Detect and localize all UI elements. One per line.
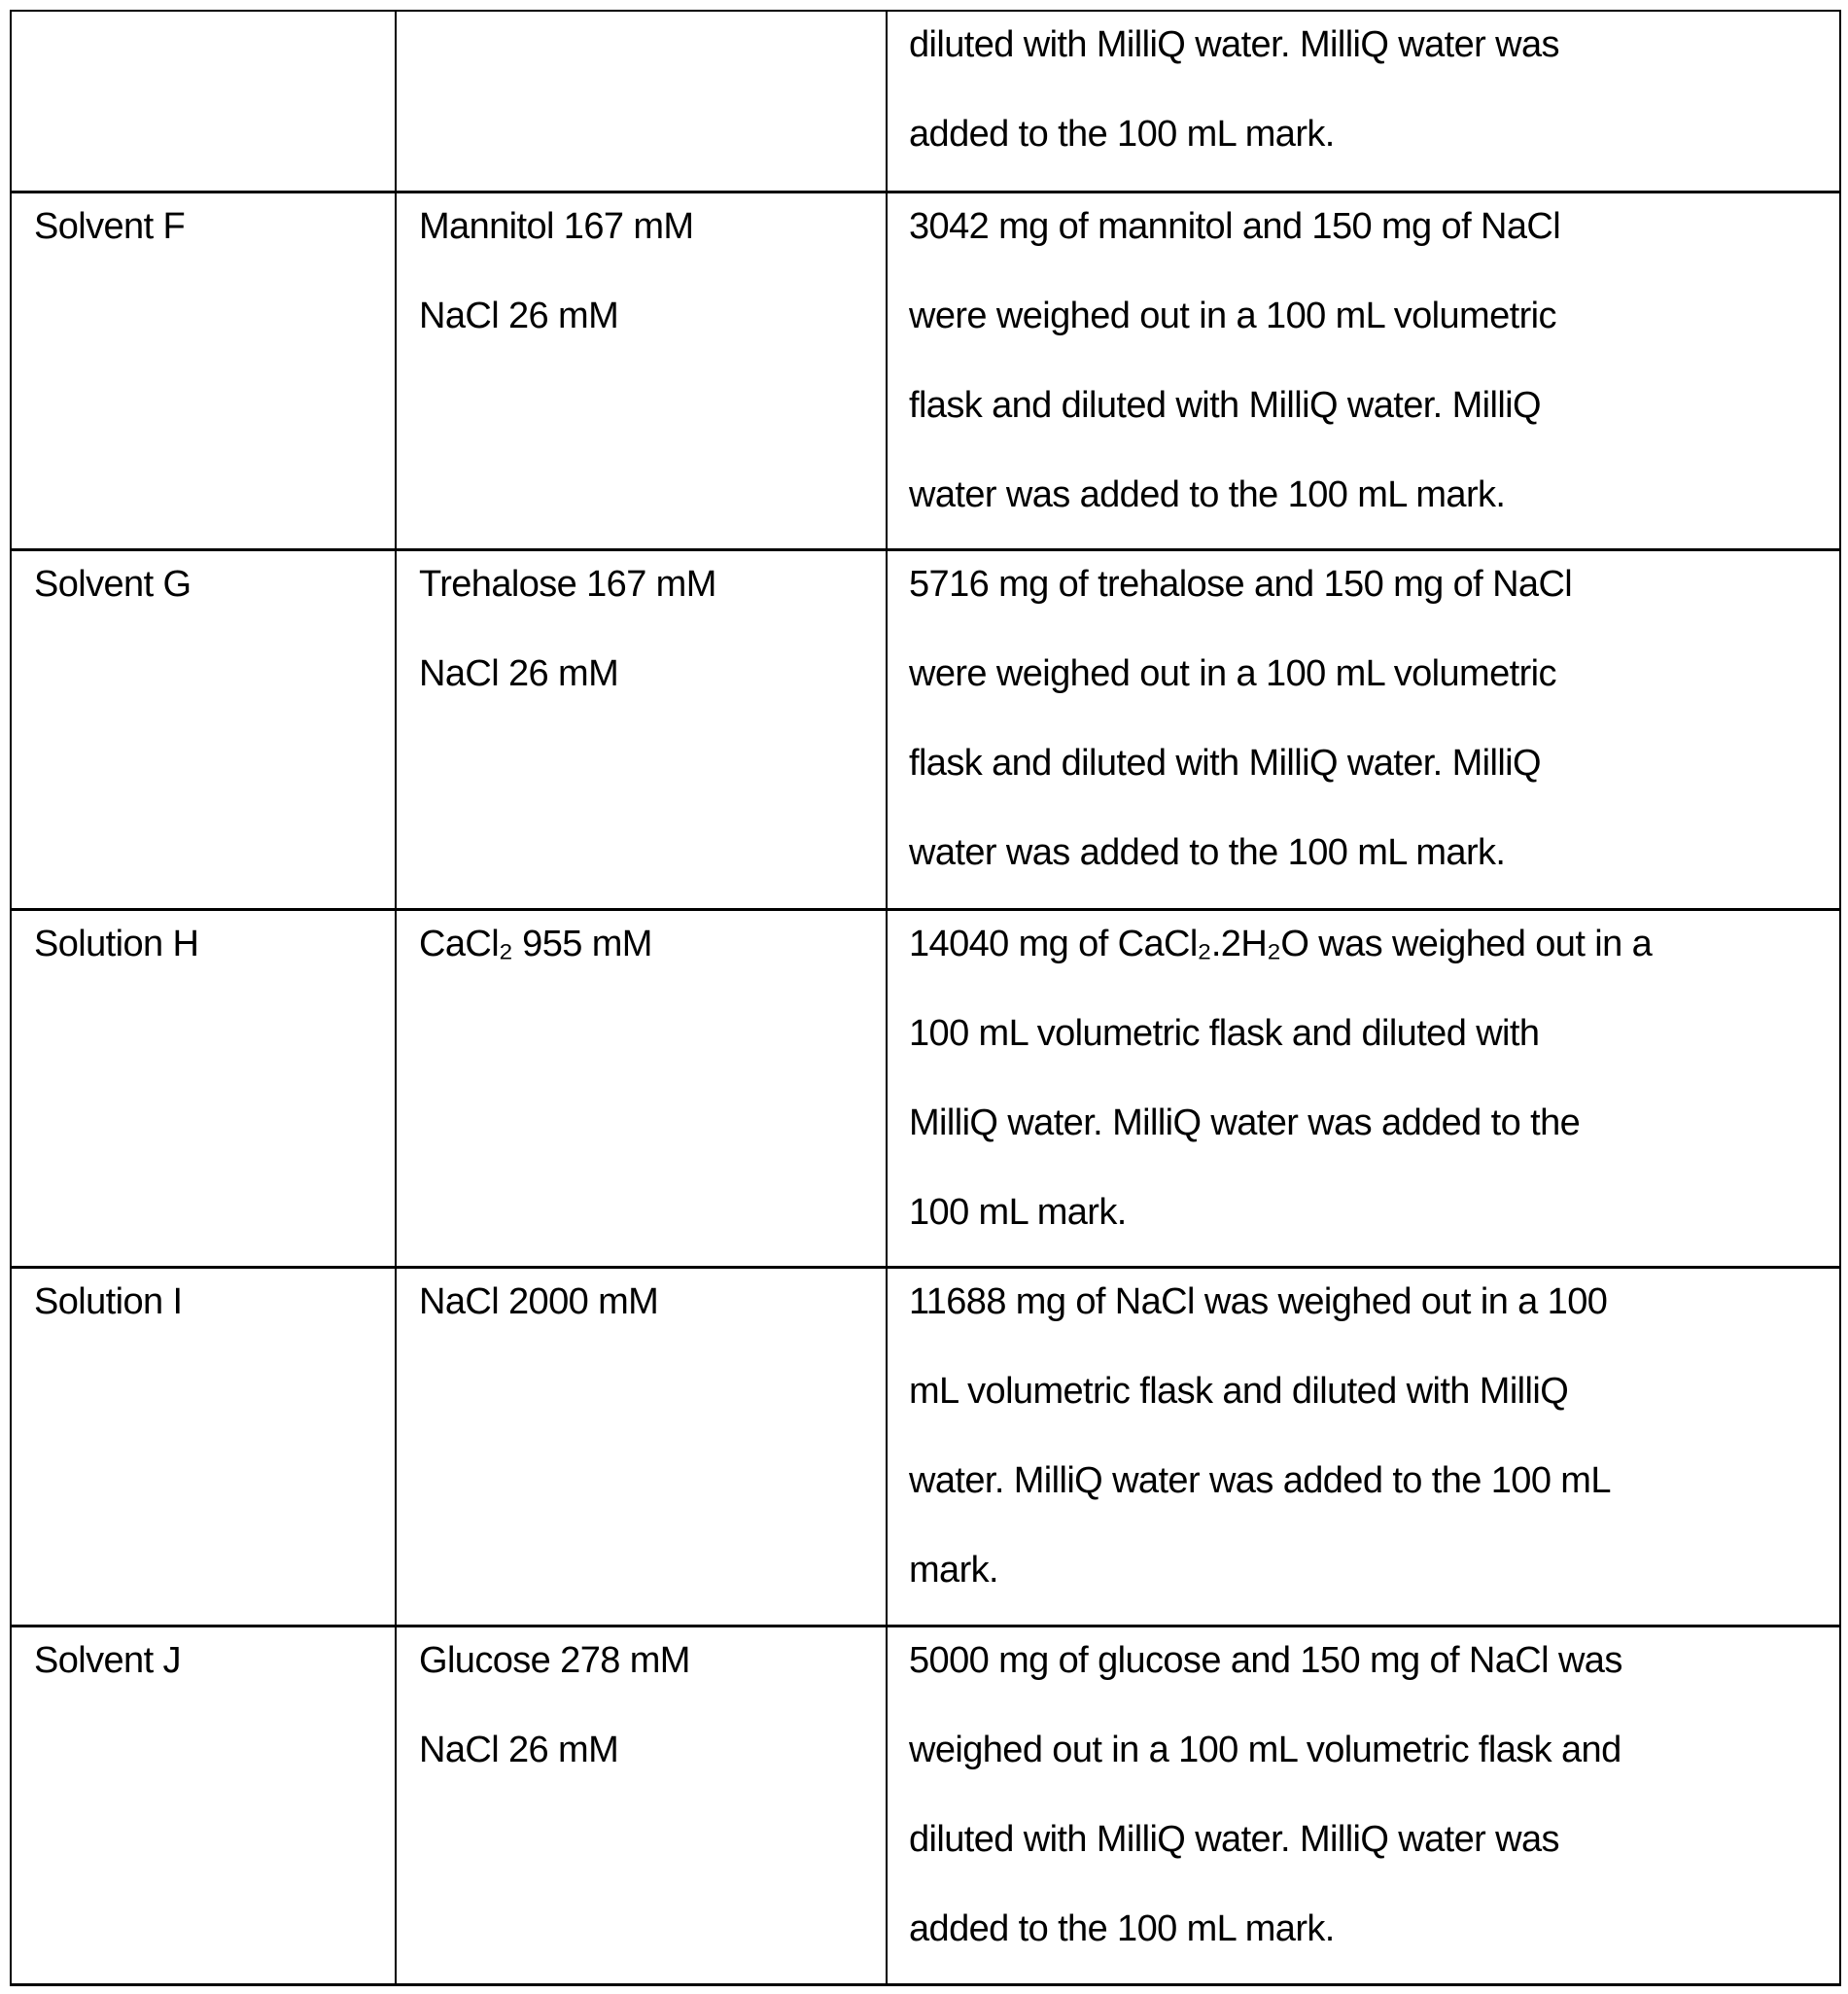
preparation-line: water was added to the 100 mL mark. bbox=[909, 450, 1839, 540]
preparation-line: 14040 mg of CaCl₂.2H₂O was weighed out in a bbox=[909, 911, 1839, 989]
preparation-line: 5000 mg of glucose and 150 mg of NaCl was bbox=[909, 1627, 1839, 1705]
preparation-line: 100 mL mark. bbox=[909, 1168, 1839, 1257]
composition-cell bbox=[397, 911, 888, 1266]
preparation-line: water was added to the 100 mL mark. bbox=[909, 808, 1839, 897]
preparation-line: mark. bbox=[909, 1525, 1839, 1615]
name-cell bbox=[12, 193, 397, 548]
solution-name: Solvent F bbox=[34, 193, 395, 271]
preparation-line: diluted with MilliQ water. MilliQ water was bbox=[909, 12, 1839, 89]
preparation-line: added to the 100 mL mark. bbox=[909, 1884, 1839, 1974]
solution-name: Solution I bbox=[34, 1269, 395, 1347]
name-cell bbox=[12, 551, 397, 908]
preparation-cell bbox=[888, 911, 1841, 1266]
preparation-cell bbox=[888, 551, 1841, 908]
preparation-line: weighed out in a 100 mL volumetric flask and bbox=[909, 1705, 1839, 1795]
table-row bbox=[12, 1269, 1841, 1627]
preparation-line: MilliQ water. MilliQ water was added to the bbox=[909, 1078, 1839, 1168]
solution-name: Solution H bbox=[34, 911, 395, 989]
composition-line: NaCl 26 mM bbox=[419, 629, 886, 718]
name-cell bbox=[12, 911, 397, 1266]
composition-cell bbox=[397, 1269, 888, 1625]
preparation-line: 100 mL volumetric flask and diluted with bbox=[909, 989, 1839, 1078]
composition-line: Mannitol 167 mM bbox=[419, 193, 886, 271]
composition-line: NaCl 26 mM bbox=[419, 1705, 886, 1795]
table-row bbox=[12, 12, 1841, 193]
composition-line: Trehalose 167 mM bbox=[419, 551, 886, 629]
preparation-line: 3042 mg of mannitol and 150 mg of NaCl bbox=[909, 193, 1839, 271]
preparation-line: added to the 100 mL mark. bbox=[909, 89, 1839, 179]
composition-cell bbox=[397, 193, 888, 548]
name-cell bbox=[12, 1627, 397, 1983]
composition-line: CaCl₂ 955 mM bbox=[419, 911, 886, 989]
preparation-line: flask and diluted with MilliQ water. MilliQ bbox=[909, 718, 1839, 808]
preparation-cell bbox=[888, 12, 1841, 191]
preparation-cell bbox=[888, 1269, 1841, 1625]
preparation-line: flask and diluted with MilliQ water. MilliQ bbox=[909, 361, 1839, 450]
preparation-line: were weighed out in a 100 mL volumetric bbox=[909, 629, 1839, 718]
preparation-cell bbox=[888, 193, 1841, 548]
preparation-line: diluted with MilliQ water. MilliQ water was bbox=[909, 1795, 1839, 1884]
preparation-line: were weighed out in a 100 mL volumetric bbox=[909, 271, 1839, 361]
table-row bbox=[12, 551, 1841, 911]
solutions-table bbox=[10, 10, 1841, 1986]
preparation-line: 11688 mg of NaCl was weighed out in a 100 bbox=[909, 1269, 1839, 1347]
composition-line: NaCl 26 mM bbox=[419, 271, 886, 361]
name-cell bbox=[12, 12, 397, 191]
composition-cell bbox=[397, 12, 888, 191]
table-row bbox=[12, 193, 1841, 551]
preparation-line: mL volumetric flask and diluted with MilliQ bbox=[909, 1347, 1839, 1436]
preparation-cell bbox=[888, 1627, 1841, 1983]
composition-line: Glucose 278 mM bbox=[419, 1627, 886, 1705]
table-row bbox=[12, 911, 1841, 1269]
composition-line: NaCl 2000 mM bbox=[419, 1269, 886, 1347]
solution-name: Solvent G bbox=[34, 551, 395, 629]
preparation-line: water. MilliQ water was added to the 100 mL bbox=[909, 1436, 1839, 1525]
solution-name: Solvent J bbox=[34, 1627, 395, 1705]
composition-cell bbox=[397, 1627, 888, 1983]
preparation-line: 5716 mg of trehalose and 150 mg of NaCl bbox=[909, 551, 1839, 629]
table-row bbox=[12, 1627, 1841, 1986]
name-cell bbox=[12, 1269, 397, 1625]
composition-cell bbox=[397, 551, 888, 908]
